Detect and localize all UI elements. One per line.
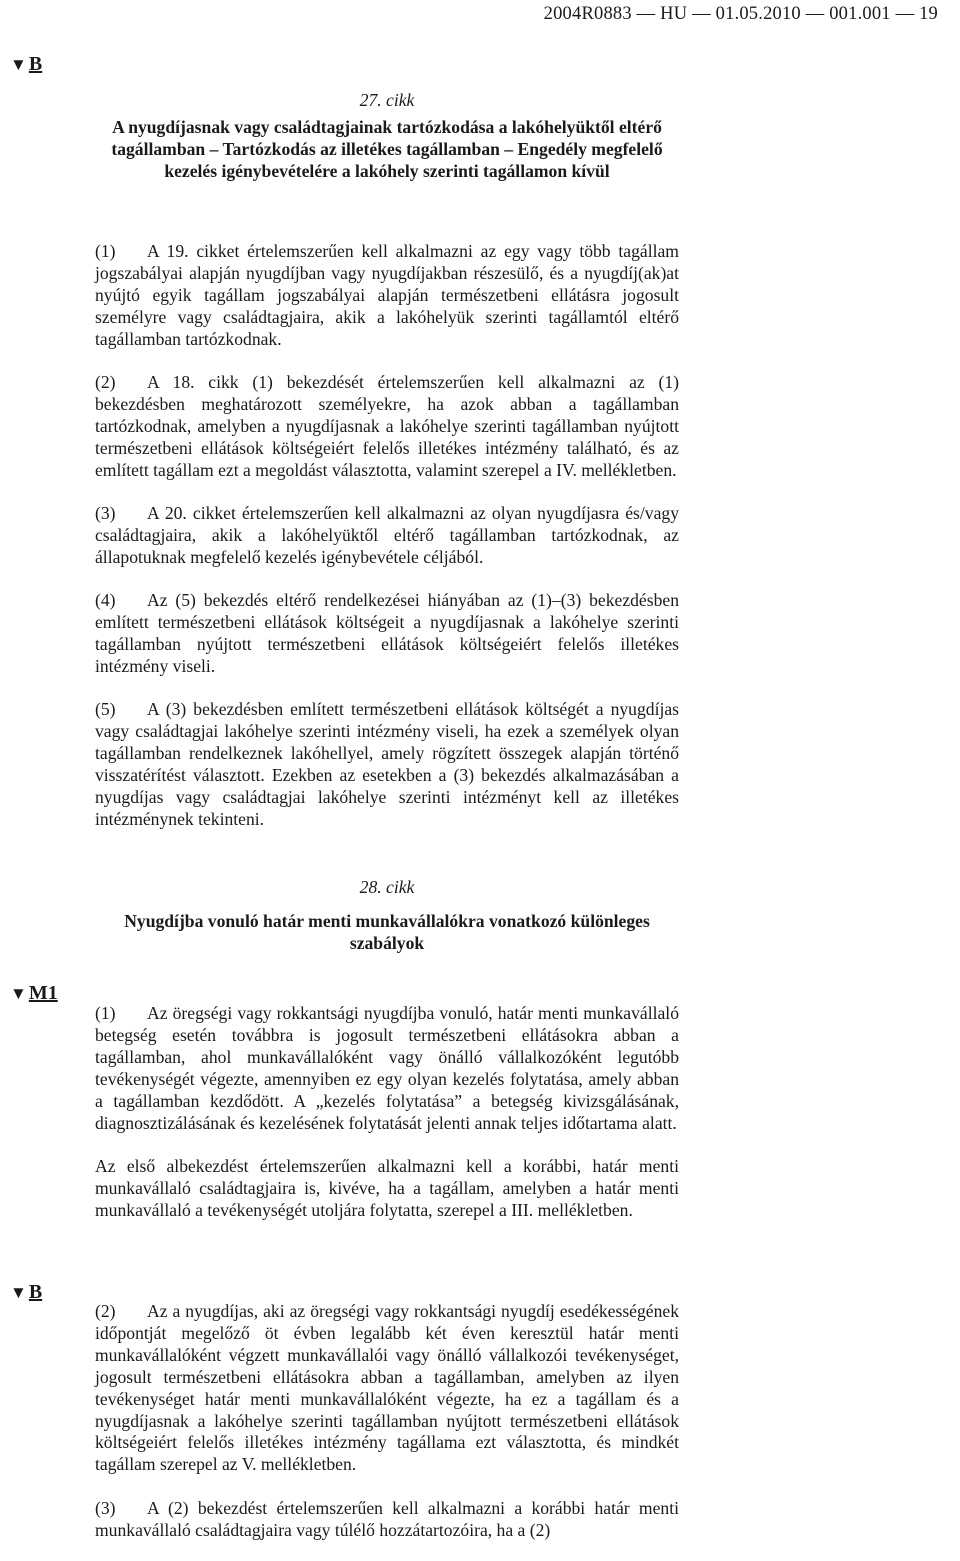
paragraph-number: (5) xyxy=(95,699,116,720)
article-27-body xyxy=(95,241,679,831)
subparagraph: Az első albekezdést értelemszerűen alkalmazni kell a korábbi, határ menti munkavállaló családtagjaira is, kivéve, ha a tagállam, amelyben a határ menti munkavállaló a tevékenységét utoljára folytatta, szerepel a III. mellékletben. xyxy=(95,1155,679,1220)
triangle-down-icon: ▼ xyxy=(10,55,27,74)
paragraph-text: A (2) bekezdést értelemszerűen kell alkalmazni a korábbi határ menti munkavállaló családtagjaira vagy túlélő hozzátartozóira, ha a (2) xyxy=(95,1497,679,1540)
paragraph xyxy=(95,372,679,482)
paragraph xyxy=(95,699,679,830)
paragraph-number: (1) xyxy=(95,1003,116,1023)
paragraph-text: A 18. cikk (1) bekezdését értelemszerűen kell alkalmazni az (1) bekezdésben meghatározott személyekre, ha azok abban a tagállamban tartózkodnak, amelyben a nyugdíjasnak a lakóhelye szerinti tagállamban nyújtott természetbeni ellátások költségeiért felelős illetékes intézmény található, és az említett tagállam ezt a megoldást választotta, valamint szerepel a IV. mellékletben. xyxy=(95,372,679,480)
running-header: 2004R0883 — HU — 01.05.2010 — 001.001 — 19 xyxy=(543,4,938,24)
article-number: 27. cikk xyxy=(359,90,415,110)
article-28-heading xyxy=(95,877,679,955)
article-number: 28. cikk xyxy=(359,877,415,897)
paragraph-number: (4) xyxy=(95,590,116,611)
paragraph xyxy=(95,590,679,678)
paragraph xyxy=(95,1301,679,1476)
paragraph-number: (2) xyxy=(95,1301,116,1321)
article-27-heading xyxy=(95,90,679,183)
paragraph-number: (3) xyxy=(95,1497,116,1518)
article-28-body-m1 xyxy=(95,1003,679,1222)
paragraph-number: (1) xyxy=(95,241,116,261)
article-28-body-b xyxy=(95,1301,679,1542)
paragraph-text: Az a nyugdíjas, aki az öregségi vagy rokkantsági nyugdíj esedékességének időpontját megelőző öt évben legalább két éven keresztül határ menti munkavállalóként végzett munkavállalói vagy önálló vállalkozói tevékenységet, jogosult természetbeni ellátásokra abban a tagállamban, amelyben az ilyen tevékenységet határ menti munkavállalóként végezte, ha ez a tagállam és a nyugdíjasnak a lakóhelye szerinti tagállamban nyújtott természetbeni ellátások költségeiért felelős illetékes intézmény tagállama ezt választotta, és mindkét tagállam szerepel az V. mellékletben. xyxy=(95,1301,679,1475)
paragraph-text: Az (5) bekezdés eltérő rendelkezései hiányában az (1)–(3) bekezdésben említett természetbeni ellátások költségeit a nyugdíjasnak a lakóhelye szerinti tagállamban nyújtott természetbeni ellátások költségeiért felelős illetékes intézmény viseli. xyxy=(95,590,679,676)
paragraph-text: A (3) bekezdésben említett természetbeni ellátások költségét a nyugdíjas vagy családtagjai lakóhelye szerinti intézmény viseli, ha ezek a személyek olyan tagállamban rendelkeznek lakóhellyel, amely rögzített összegek alapján történő visszatérítést választott. Ezekben az esetekben a (3) bekezdés alkalmazásában a nyugdíjas vagy családtagjai lakóhelye szerinti intézményt kell az illetékes intézménynek tekinteni. xyxy=(95,699,679,829)
triangle-down-icon: ▼ xyxy=(10,1283,27,1302)
paragraph xyxy=(95,1003,679,1134)
paragraph xyxy=(95,1498,679,1542)
amendment-marker-b xyxy=(10,53,42,76)
marker-label[interactable]: M1 xyxy=(28,982,58,1004)
article-title: A nyugdíjasnak vagy családtagjainak tartózkodása a lakóhelyüktől eltérő tagállamban – Tartózkodás az illetékes tagállamban – Engedély megfelelő kezelés igénybevételére a lakóhely szerinti tagállamon kívül xyxy=(111,116,663,181)
article-title: Nyugdíjba vonuló határ menti munkavállalókra vonatkozó különleges szabályok xyxy=(124,910,650,953)
paragraph-number: (2) xyxy=(95,372,116,393)
paragraph xyxy=(95,503,679,569)
paragraph-text: Az öregségi vagy rokkantsági nyugdíjba vonuló, határ menti munkavállaló betegség esetén továbbra is jogosult természetbeni ellátásokra abban a tagállamban, ahol munkavállalóként vagy önálló vállalkozóként legutóbb tevékenységét végezte, amennyiben ez egy olyan kezelés folytatása, amely abban a tagállamban kezdődött. A „kezelés folytatása” a betegség kivizsgálásának, diagnosztizálásának és kezelésének folytatását jelenti annak teljes időtartama alatt. xyxy=(95,1003,679,1133)
paragraph-text: A 19. cikket értelemszerűen kell alkalmazni az egy vagy több tagállam jogszabályai alapján nyugdíjban vagy nyugdíjakban részesülő, és a nyugdíj(ak)at nyújtó egyik tagállam jogszabályai alapján természetbeni ellátásra jogosult személyre vagy családtagjaira, akik a lakóhelyük szerinti tagállamtól eltérő tagállamban tartózkodnak. xyxy=(95,241,679,349)
paragraph xyxy=(95,241,679,351)
amendment-marker-b xyxy=(10,1281,42,1304)
amendment-marker-m1 xyxy=(10,982,58,1005)
paragraph-text: A 20. cikket értelemszerűen kell alkalmazni az olyan nyugdíjasra és/vagy családtagjaira, akik a lakóhelyüktől eltérő tagállamban tartózkodnak, az állapotuknak megfelelő kezelés igénybevétele céljából. xyxy=(95,503,679,567)
marker-label[interactable]: B xyxy=(28,1281,43,1303)
marker-label[interactable]: B xyxy=(28,53,43,75)
paragraph-number: (3) xyxy=(95,503,116,524)
triangle-down-icon: ▼ xyxy=(10,984,27,1003)
